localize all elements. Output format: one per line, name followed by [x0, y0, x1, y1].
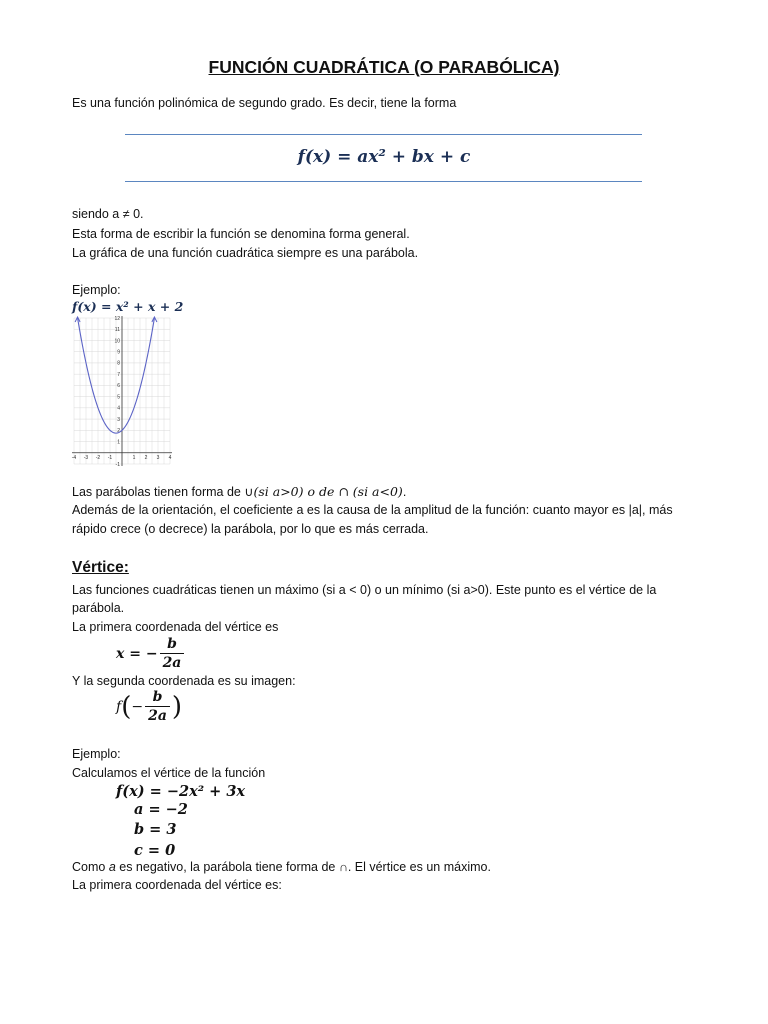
vertex-y-fraction	[145, 689, 170, 725]
example2-function: f(x) = −2x² + 3x	[116, 783, 246, 800]
y-tick-label: 2	[117, 428, 120, 435]
fraction-denominator: 2a	[162, 655, 182, 671]
formula-top-rule	[125, 134, 642, 135]
first-coordinate-text: La primera coordenada del vértice es	[72, 620, 279, 634]
conclusion-post: es negativo, la parábola tiene forma de ∩. El vértice es un máximo.	[115, 860, 491, 874]
x-tick-label: -4	[71, 454, 77, 461]
second-coordinate-text: Y la segunda coordenada es su imagen:	[72, 674, 296, 688]
vertex-x-lhs: x = −	[116, 646, 158, 662]
general-form-text: Esta forma de escribir la función se denomina forma general.	[72, 227, 410, 241]
amplitude-text-1: Además de la orientación, el coeficiente a es la causa de la amplitud de la función: cuanto mayor es |a|, más	[72, 503, 673, 517]
vertex-text-1: Las funciones cuadráticas tienen un máximo (si a < 0) o un mínimo (si a>0). Este punto es el vértice de la	[72, 583, 657, 597]
condition-text: siendo a ≠ 0.	[72, 207, 144, 221]
y-tick-label: 11	[114, 327, 120, 334]
shape-text-suffix: .	[402, 485, 407, 499]
y-tick-label: 4	[117, 405, 120, 412]
right-paren: )	[171, 692, 183, 722]
fraction-numerator: b	[160, 636, 185, 654]
intro-text: Es una función polinómica de segundo grado. Es decir, tiene la forma	[72, 96, 457, 110]
y-tick-label: 7	[117, 371, 120, 378]
vertex-x-formula	[116, 636, 186, 672]
coefficient-a: a = −2	[134, 801, 188, 818]
shape-text	[72, 484, 406, 499]
example2-intro: Calculamos el vértice de la función	[72, 766, 266, 780]
y-tick-label: 9	[117, 349, 120, 356]
fraction-numerator: b	[145, 689, 170, 707]
parabola-graph	[68, 312, 178, 480]
y-tick-label: 6	[117, 383, 120, 390]
formula-bottom-rule	[125, 181, 642, 182]
minus-sign: −	[131, 699, 144, 715]
shape-text-math: (si a>0) o de ∩ (si a<0)	[253, 484, 403, 499]
y-tick-label: 8	[117, 360, 120, 367]
coefficient-c: c = 0	[134, 842, 176, 859]
left-paren: (	[121, 692, 132, 722]
y-tick-label: 10	[114, 338, 120, 345]
example-label: Ejemplo:	[72, 283, 121, 297]
conclusion-text	[72, 860, 491, 874]
y-tick-label: 1	[117, 439, 120, 446]
page-title: FUNCIÓN CUADRÁTICA (O PARABÓLICA)	[208, 57, 560, 77]
y-tick-label: 12	[114, 315, 120, 322]
vertex-y-formula	[116, 689, 182, 725]
x-tick-label: 4	[168, 454, 172, 461]
conclusion-pre: Como	[72, 860, 109, 874]
image-function-symbol: f	[116, 699, 122, 715]
amplitude-text-2: rápido crece (o decrece) la parábola, por lo que es más cerrada.	[72, 522, 429, 536]
y-tick-label: 5	[117, 394, 120, 401]
x-tick-label: 2	[144, 454, 148, 461]
coefficient-b: b = 3	[134, 821, 177, 838]
example2-label: Ejemplo:	[72, 747, 121, 761]
x-tick-label: -3	[83, 454, 89, 461]
y-tick-label: -1	[115, 461, 120, 468]
y-tick-label: 3	[117, 416, 120, 423]
example2-first-coordinate: La primera coordenada del vértice es:	[72, 878, 282, 892]
example-formula: f(x) = x² + x + 2	[72, 299, 184, 314]
conclusion-a: a	[108, 860, 116, 874]
vertex-x-fraction	[160, 636, 185, 672]
x-tick-label: 3	[156, 454, 160, 461]
general-formula: f(x) = ax² + bx + c	[297, 147, 471, 167]
x-tick-label: 1	[132, 454, 136, 461]
x-tick-label: -1	[107, 454, 113, 461]
vertex-heading: Vértice:	[72, 559, 129, 576]
x-tick-label: -2	[95, 454, 101, 461]
shape-text-prefix: Las parábolas tienen forma de ∪	[72, 485, 254, 499]
vertex-text-2: parábola.	[72, 601, 125, 615]
parabola-text: La gráfica de una función cuadrática siempre es una parábola.	[72, 246, 419, 260]
fraction-denominator: 2a	[148, 708, 167, 724]
